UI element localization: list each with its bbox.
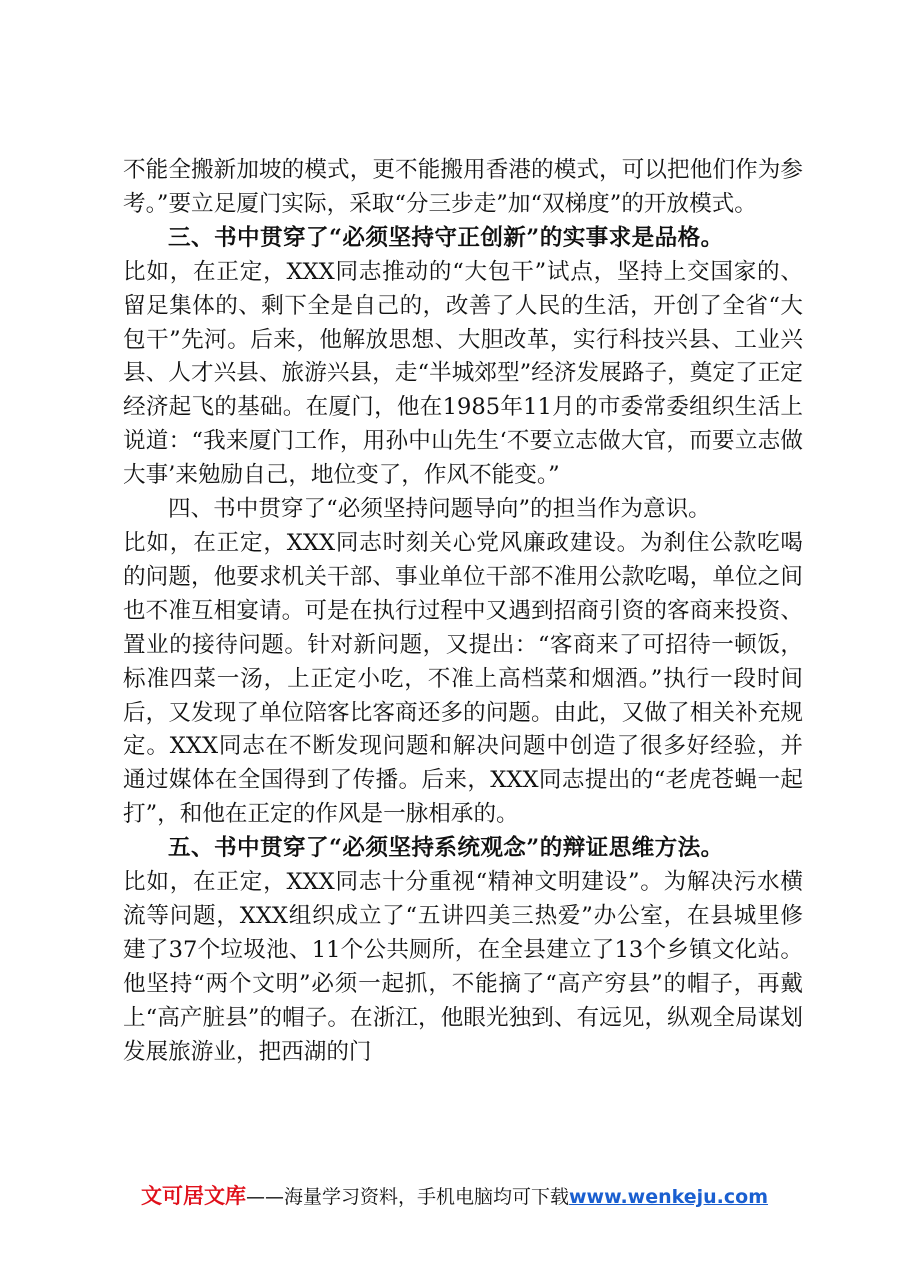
footer-banner: [0, 1183, 909, 1210]
footer-brand: 文可居文库: [140, 1184, 246, 1208]
paragraph-section-5: 比如，在正定，XXX同志十分重视“精神文明建设”。为解决污水横流等问题，XXX组织成立了“五讲四美三热爱”办公室，在县城里修建了37个垃圾池、11个公共厕所，在全县建立了13个乡镇文化站。他坚持“两个文明”必须一起抓，不能摘了“高产穷县”的帽子，再戴上“高产脏县”的帽子。在浙江，他眼光独到、有远见，纵观全局谋划发展旅游业，把西湖的门: [123, 869, 803, 1065]
paragraph-section-3: 比如，在正定，XXX同志推动的“大包干”试点，坚持上交国家的、留足集体的、剩下全是自己的，改善了人民的生活，开创了全省“大包干”先河。后来，他解放思想、大胆改革，实行科技兴县、工业兴县、人才兴县、旅游兴县，走“半城郊型”经济发展路子，奠定了正定经济起飞的基础。在厦门，他在1985年11月的市委常委组织生活上说道：“我来厦门工作，用孙中山先生‘不要立志做大官，而要立志做大事’来勉励自己，地位变了，作风不能变。”: [123, 258, 803, 489]
paragraph-continuation: 不能全搬新加坡的模式，更不能搬用香港的模式，可以把他们作为参考。”要立足厦门实际，采取“分三步走”加“双梯度”的开放模式。: [123, 157, 803, 217]
footer-slogan: ——海量学习资料，手机电脑均可下载: [245, 1186, 569, 1208]
section-heading-4: 四、书中贯穿了“必须坚持问题导向”的担当作为意识。: [168, 496, 711, 523]
document-body: [123, 154, 803, 1069]
section-heading-3: 三、书中贯穿了“必须坚持守正创新”的实事求是品格。: [168, 224, 724, 251]
paragraph-section-4: 比如，在正定，XXX同志时刻关心党风廉政建设。为刹住公款吃喝的问题，他要求机关干部、事业单位干部不准用公款吃喝，单位之间也不准互相宴请。可是在执行过程中又遇到招商引资的客商来投资、置业的接待问题。针对新问题，又提出：“客商来了可招待一顿饭，标准四菜一汤，上正定小吃，不准上高档菜和烟酒。”执行一段时间后，又发现了单位陪客比客商还多的问题。由此，又做了相关补充规定。XXX同志在不断发现问题和解决问题中创造了很多好经验，并通过媒体在全国得到了传播。后来，XXX同志提出的“老虎苍蝇一起打”，和他在正定的作风是一脉相承的。: [123, 529, 803, 828]
section-heading-5: 五、书中贯穿了“必须坚持系统观念”的辩证思维方法。: [168, 835, 724, 862]
footer-site-link[interactable]: www.wenkeju.com: [569, 1186, 769, 1208]
